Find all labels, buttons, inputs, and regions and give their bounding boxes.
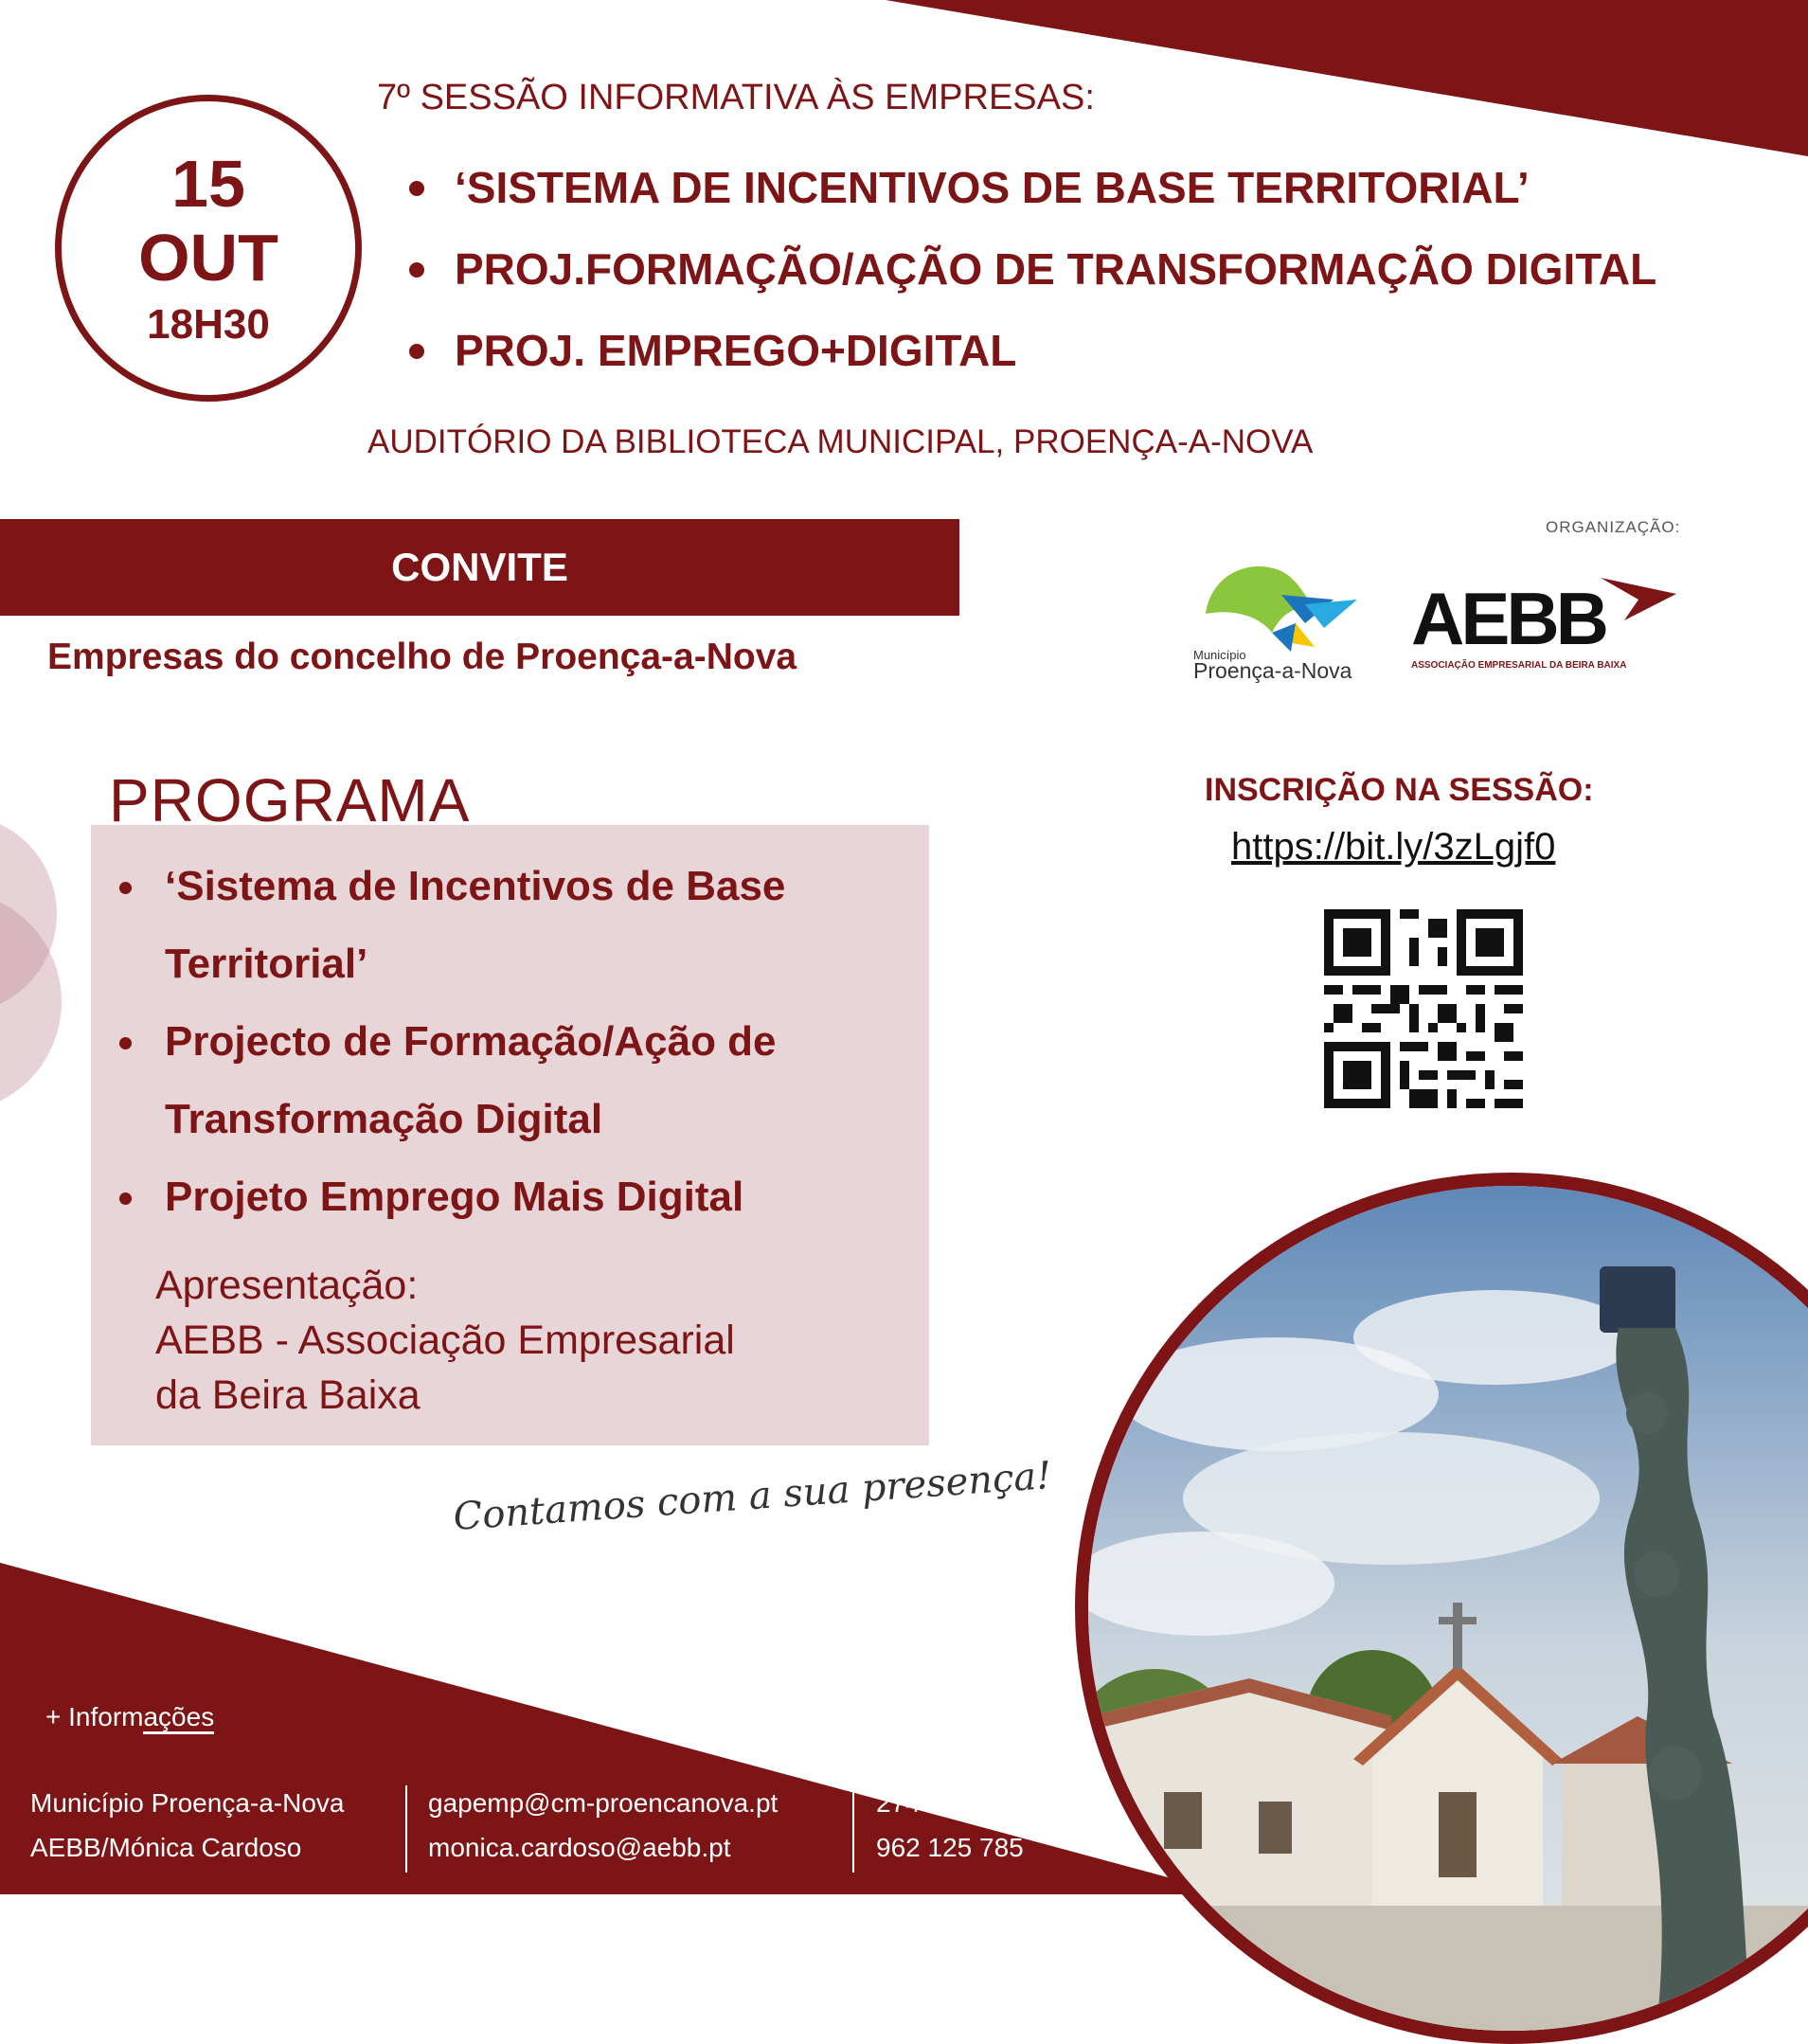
programa-item: Projeto Emprego Mais Digital [112, 1158, 907, 1236]
contact-emails [428, 1781, 778, 1870]
programa-item: Projecto de Formação/Ação de Transformação Digital [112, 1003, 907, 1158]
contact-phone[interactable]: 962 125 785 [876, 1833, 1024, 1862]
date-time: 18H30 [147, 301, 270, 348]
convite-target: Empresas do concelho de Proença-a-Nova [47, 637, 797, 677]
contact-name: Município Proença-a-Nova [30, 1788, 345, 1818]
contact-email[interactable]: gapemp@cm-proencanova.pt [428, 1788, 779, 1818]
municipio-logo-line1: Município [1193, 648, 1246, 662]
aebb-logo-subtitle: ASSOCIAÇÃO EMPRESARIAL DA BEIRA BAIXA [1411, 660, 1627, 671]
date-day: 15 [171, 147, 245, 221]
presentation-line: da Beira Baixa [155, 1372, 421, 1418]
contact-phones [876, 1781, 1024, 1870]
contact-phone[interactable]: 274 670 000 [876, 1788, 1024, 1818]
session-title: 7º SESSÃO INFORMATIVA ÀS EMPRESAS: [377, 78, 1095, 117]
municipio-logo-line2: Proença-a-Nova [1193, 658, 1352, 683]
column-divider [405, 1785, 407, 1873]
topic-item: ‘SISTEMA DE INCENTIVOS DE BASE TERRITORIAL’ [398, 147, 1656, 228]
topic-item: PROJ. EMPREGO+DIGITAL [398, 310, 1656, 391]
inscricao-link[interactable]: https://bit.ly/3zLgjf0 [1231, 826, 1556, 868]
programa-item: ‘Sistema de Incentivos de Base Territorial’ [112, 848, 907, 1003]
venue: AUDITÓRIO DA BIBLIOTECA MUNICIPAL, PROENÇA-A-NOVA [367, 423, 1314, 460]
signature: Contamos com a sua presença! [452, 1453, 1053, 1540]
inscricao-label: INSCRIÇÃO NA SESSÃO: [1205, 772, 1594, 808]
presentation-line: AEBB - Associação Empresarial [155, 1318, 735, 1363]
contact-name: AEBB/Mónica Cardoso [30, 1833, 302, 1862]
contact-names [30, 1781, 345, 1870]
contact-email[interactable]: monica.cardoso@aebb.pt [428, 1833, 731, 1862]
date-month: OUT [138, 221, 278, 295]
more-info-underlined: ações [143, 1702, 214, 1734]
topic-item: PROJ.FORMAÇÃO/AÇÃO DE TRANSFORMAÇÃO DIGITAL [398, 228, 1656, 310]
aebb-logo-name: AEBB [1411, 577, 1606, 660]
more-info-prefix: + Inform [45, 1702, 144, 1731]
organizacao-label: ORGANIZAÇÃO: [1546, 518, 1681, 536]
programa-title: PROGRAMA [109, 766, 471, 834]
more-info-heading [45, 1702, 214, 1732]
convite-title: CONVITE [391, 545, 568, 589]
column-divider [852, 1785, 854, 1873]
presentation-label: Apresentação: [155, 1263, 419, 1308]
